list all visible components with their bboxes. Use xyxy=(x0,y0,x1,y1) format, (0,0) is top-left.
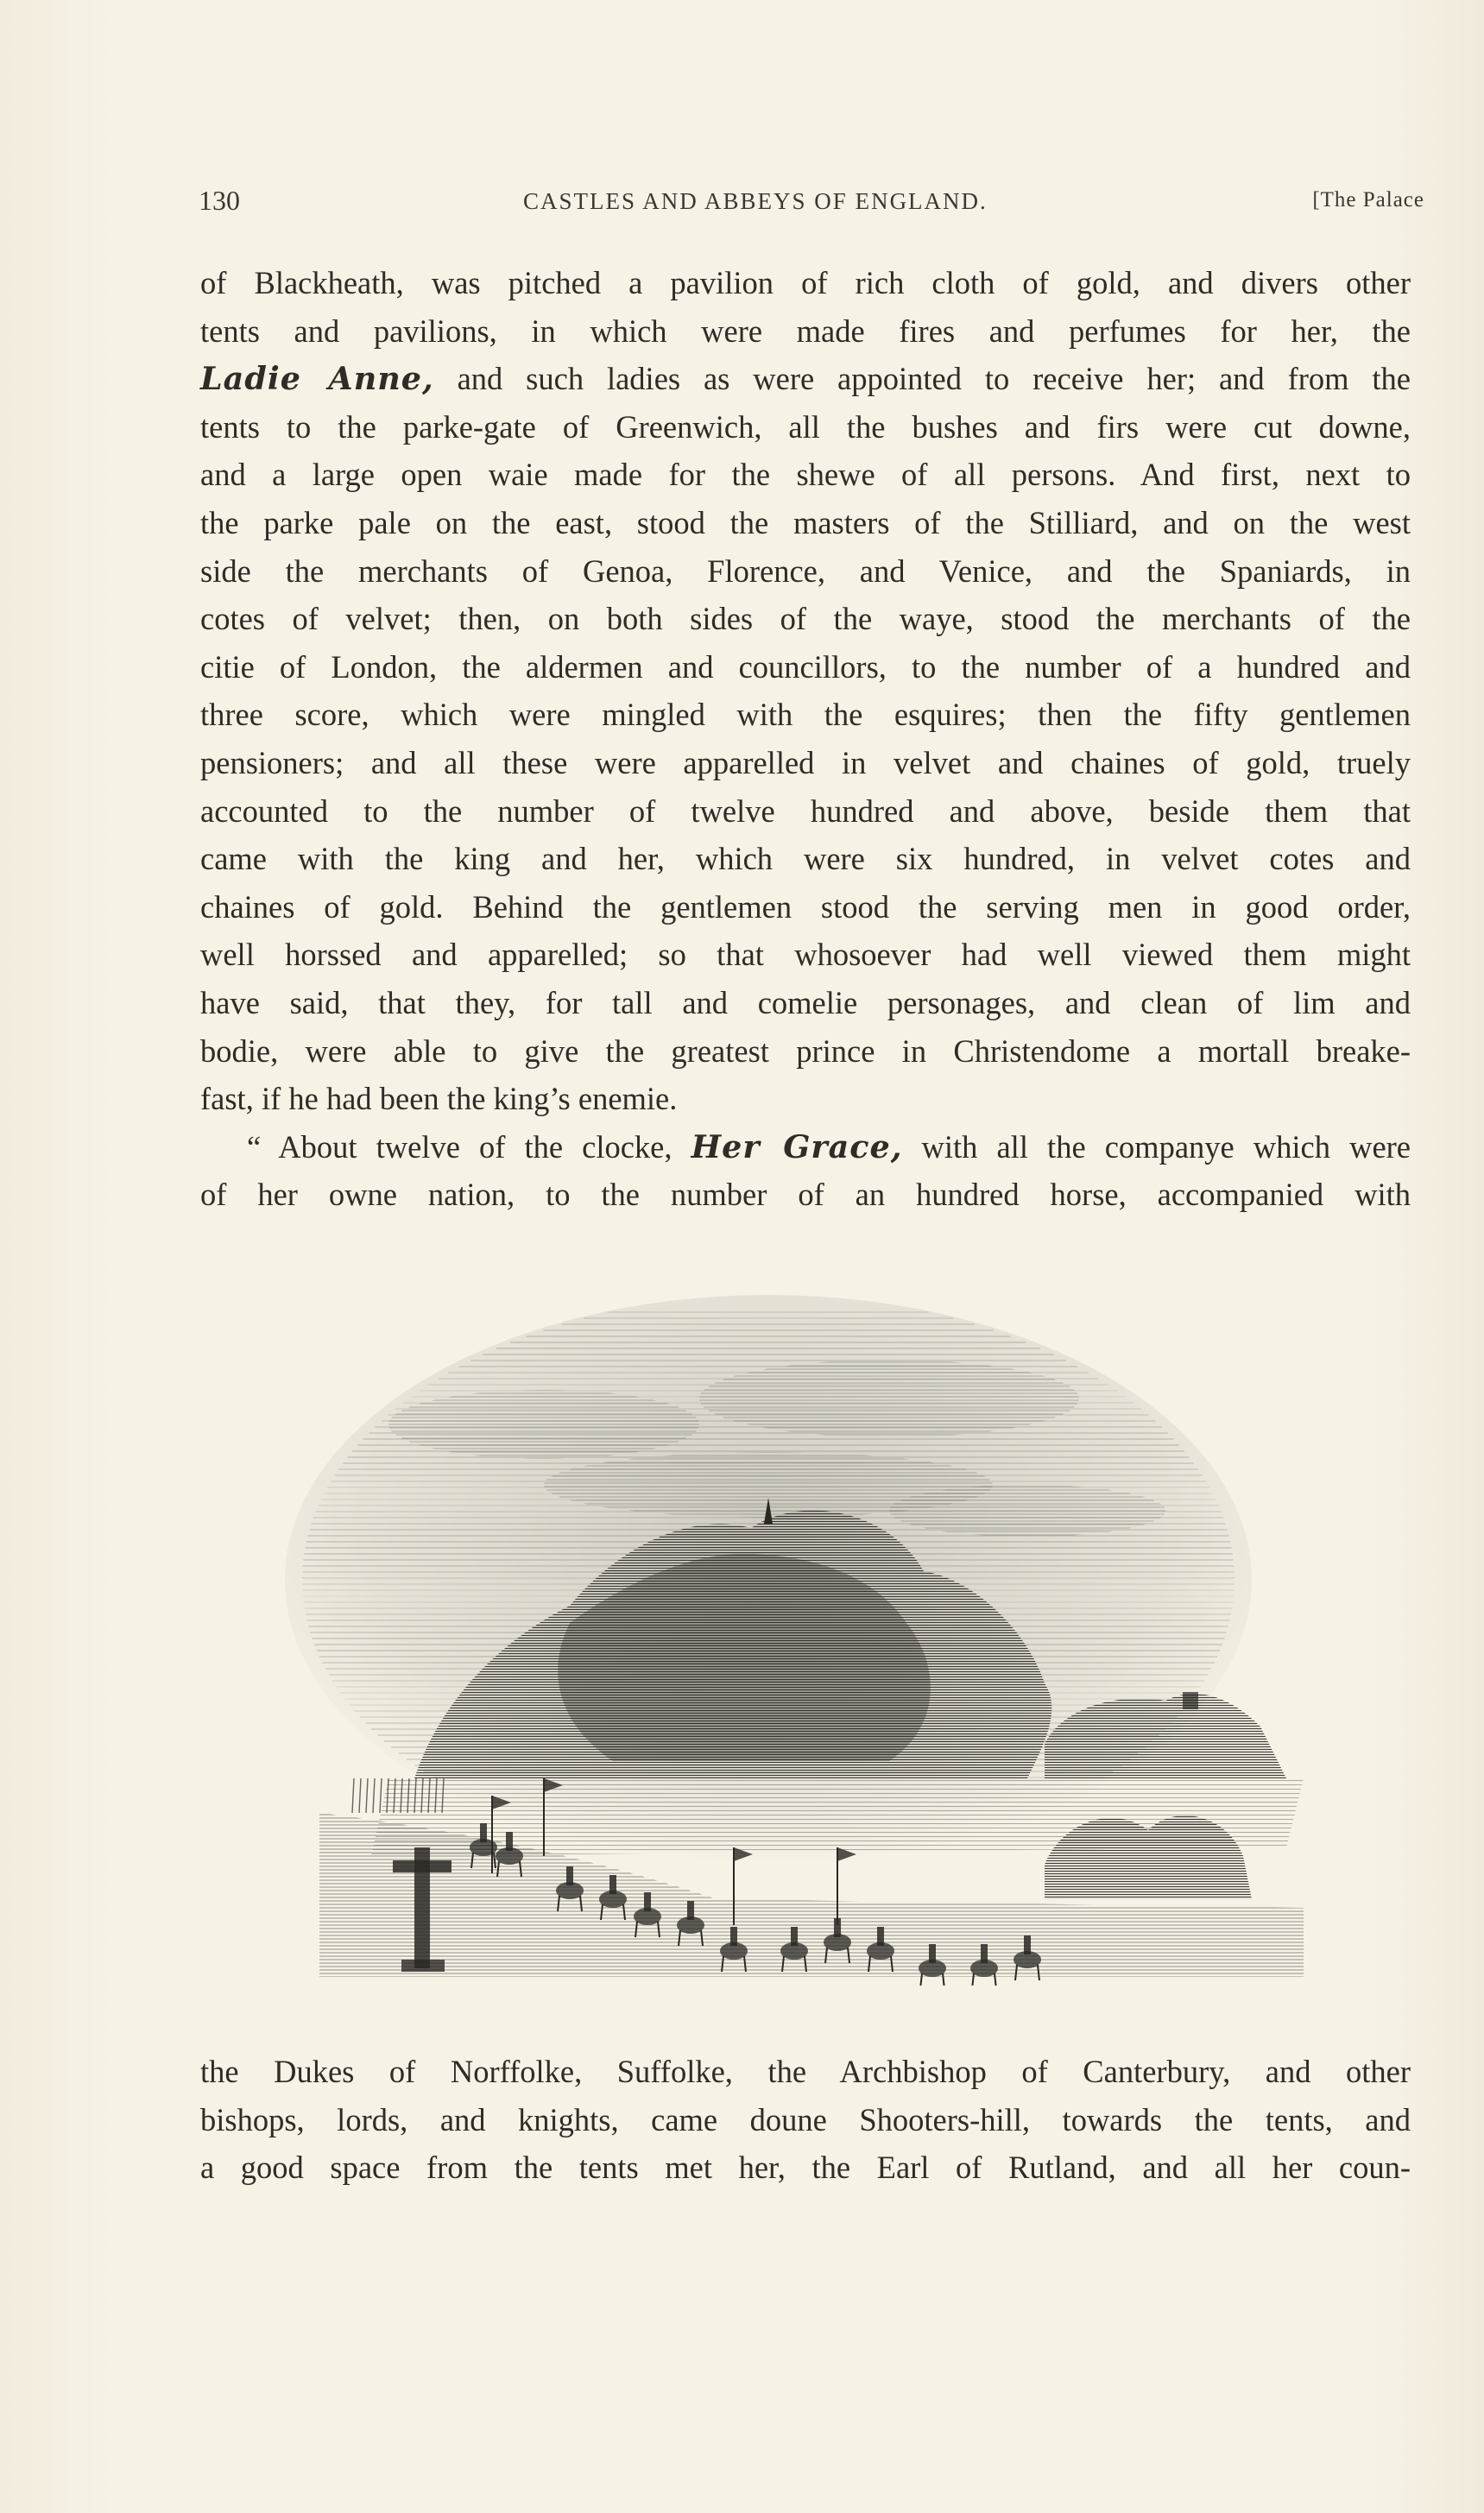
text-line: side the merchants of Genoa, Florence, and Venice, and the Spaniards, in xyxy=(200,552,1411,589)
text-line: cotes of velvet; then, on both sides of the waye, stood the merchants of the xyxy=(200,601,1411,637)
crowd-spear xyxy=(373,1778,375,1813)
text-line: of her owne nation, to the number of an hundred horse, accompanied with xyxy=(200,1177,1411,1213)
cross-base xyxy=(401,1960,445,1972)
procession-rider xyxy=(877,1927,884,1946)
text-line: three score, which were mingled with the esquires; then the fifty gentlemen xyxy=(200,697,1411,733)
text-line: chaines of gold. Behind the gentlemen stood the serving men in good order, xyxy=(200,888,1411,925)
text-line: of Blackheath, was pitched a pavilion of rich cloth of gold, and divers other xyxy=(200,265,1411,300)
crowd-spear xyxy=(380,1778,382,1813)
text-line: bodie, were able to give the greatest prince in Christendome a mortall breake- xyxy=(200,1032,1411,1069)
procession-rider xyxy=(929,1944,936,1963)
text-line: well horssed and apparelled; so that whosoever had well viewed them might xyxy=(200,937,1411,973)
body-text-bottom xyxy=(200,2048,1411,2192)
procession-rider xyxy=(609,1875,616,1894)
running-head xyxy=(199,183,1424,221)
procession-rider xyxy=(480,1823,487,1842)
blackletter-name: Her Grace, xyxy=(691,1127,903,1165)
text-run: and such ladies as were appointed to receive her; and from the xyxy=(433,361,1411,397)
landscape-engraving xyxy=(285,1295,1321,1986)
text-line: bishops, lords, and knights, came doune Shooters-hill, towards the tents, and xyxy=(200,2101,1411,2137)
procession-rider xyxy=(981,1944,988,1963)
cloud xyxy=(699,1360,1079,1437)
cloud xyxy=(388,1390,699,1459)
body-text-top xyxy=(200,259,1411,1219)
text-line: the parke pale on the east, stood the masters of the Stilliard, and on the west xyxy=(200,504,1411,540)
procession-rider xyxy=(506,1832,513,1851)
procession-rider xyxy=(644,1892,651,1911)
cloud xyxy=(889,1485,1165,1537)
text-line: tents and pavilions, in which were made fires and perfumes for her, the xyxy=(200,313,1411,349)
text-line: a good space from the tents met her, the Earl of Rutland, and all her coun- xyxy=(200,2150,1411,2186)
procession-rider xyxy=(1024,1935,1031,1954)
procession-rider xyxy=(730,1927,737,1946)
text-line xyxy=(200,1123,1411,1171)
text-line: fast, if he had been the king’s enemie. xyxy=(200,1081,678,1117)
crowd-spear xyxy=(352,1778,354,1813)
text-line: accounted to the number of twelve hundred and above, beside them that xyxy=(200,792,1411,829)
section-title: [The Palace xyxy=(1312,188,1424,212)
crowd-spear xyxy=(366,1778,368,1813)
procession-rider xyxy=(566,1866,573,1885)
book-title: CASTLES AND ABBEYS OF ENGLAND. xyxy=(523,188,988,214)
text-line xyxy=(200,355,1411,403)
text-run: with all the companye which were xyxy=(902,1128,1411,1165)
text-line: have said, that they, for tall and comelie personages, and clean of lim and xyxy=(200,984,1411,1020)
wayside-cross-arm xyxy=(393,1860,452,1872)
text-line: citie of London, the aldermen and councillors, to the number of a hundred and xyxy=(200,648,1411,685)
text-run: “ About twelve of the clocke, xyxy=(247,1128,691,1165)
blackletter-name: Ladie Anne, xyxy=(200,360,434,398)
procession-rider xyxy=(791,1927,798,1946)
page-number: 130 xyxy=(199,185,240,216)
text-line: pensioners; and all these were apparelled in velvet and chaines of gold, truely xyxy=(200,744,1411,780)
distant-house xyxy=(1183,1692,1198,1709)
crowd-spear xyxy=(359,1778,361,1813)
text-line: the Dukes of Norffolke, Suffolke, the Archbishop of Canterbury, and other xyxy=(200,2054,1411,2089)
text-line: tents to the parke-gate of Greenwich, all the bushes and firs were cut downe, xyxy=(200,408,1411,445)
text-line: and a large open waie made for the shewe of all persons. And first, next to xyxy=(200,457,1411,493)
procession-rider xyxy=(687,1901,694,1920)
text-line: came with the king and her, which were six hundred, in velvet cotes and xyxy=(200,841,1411,877)
